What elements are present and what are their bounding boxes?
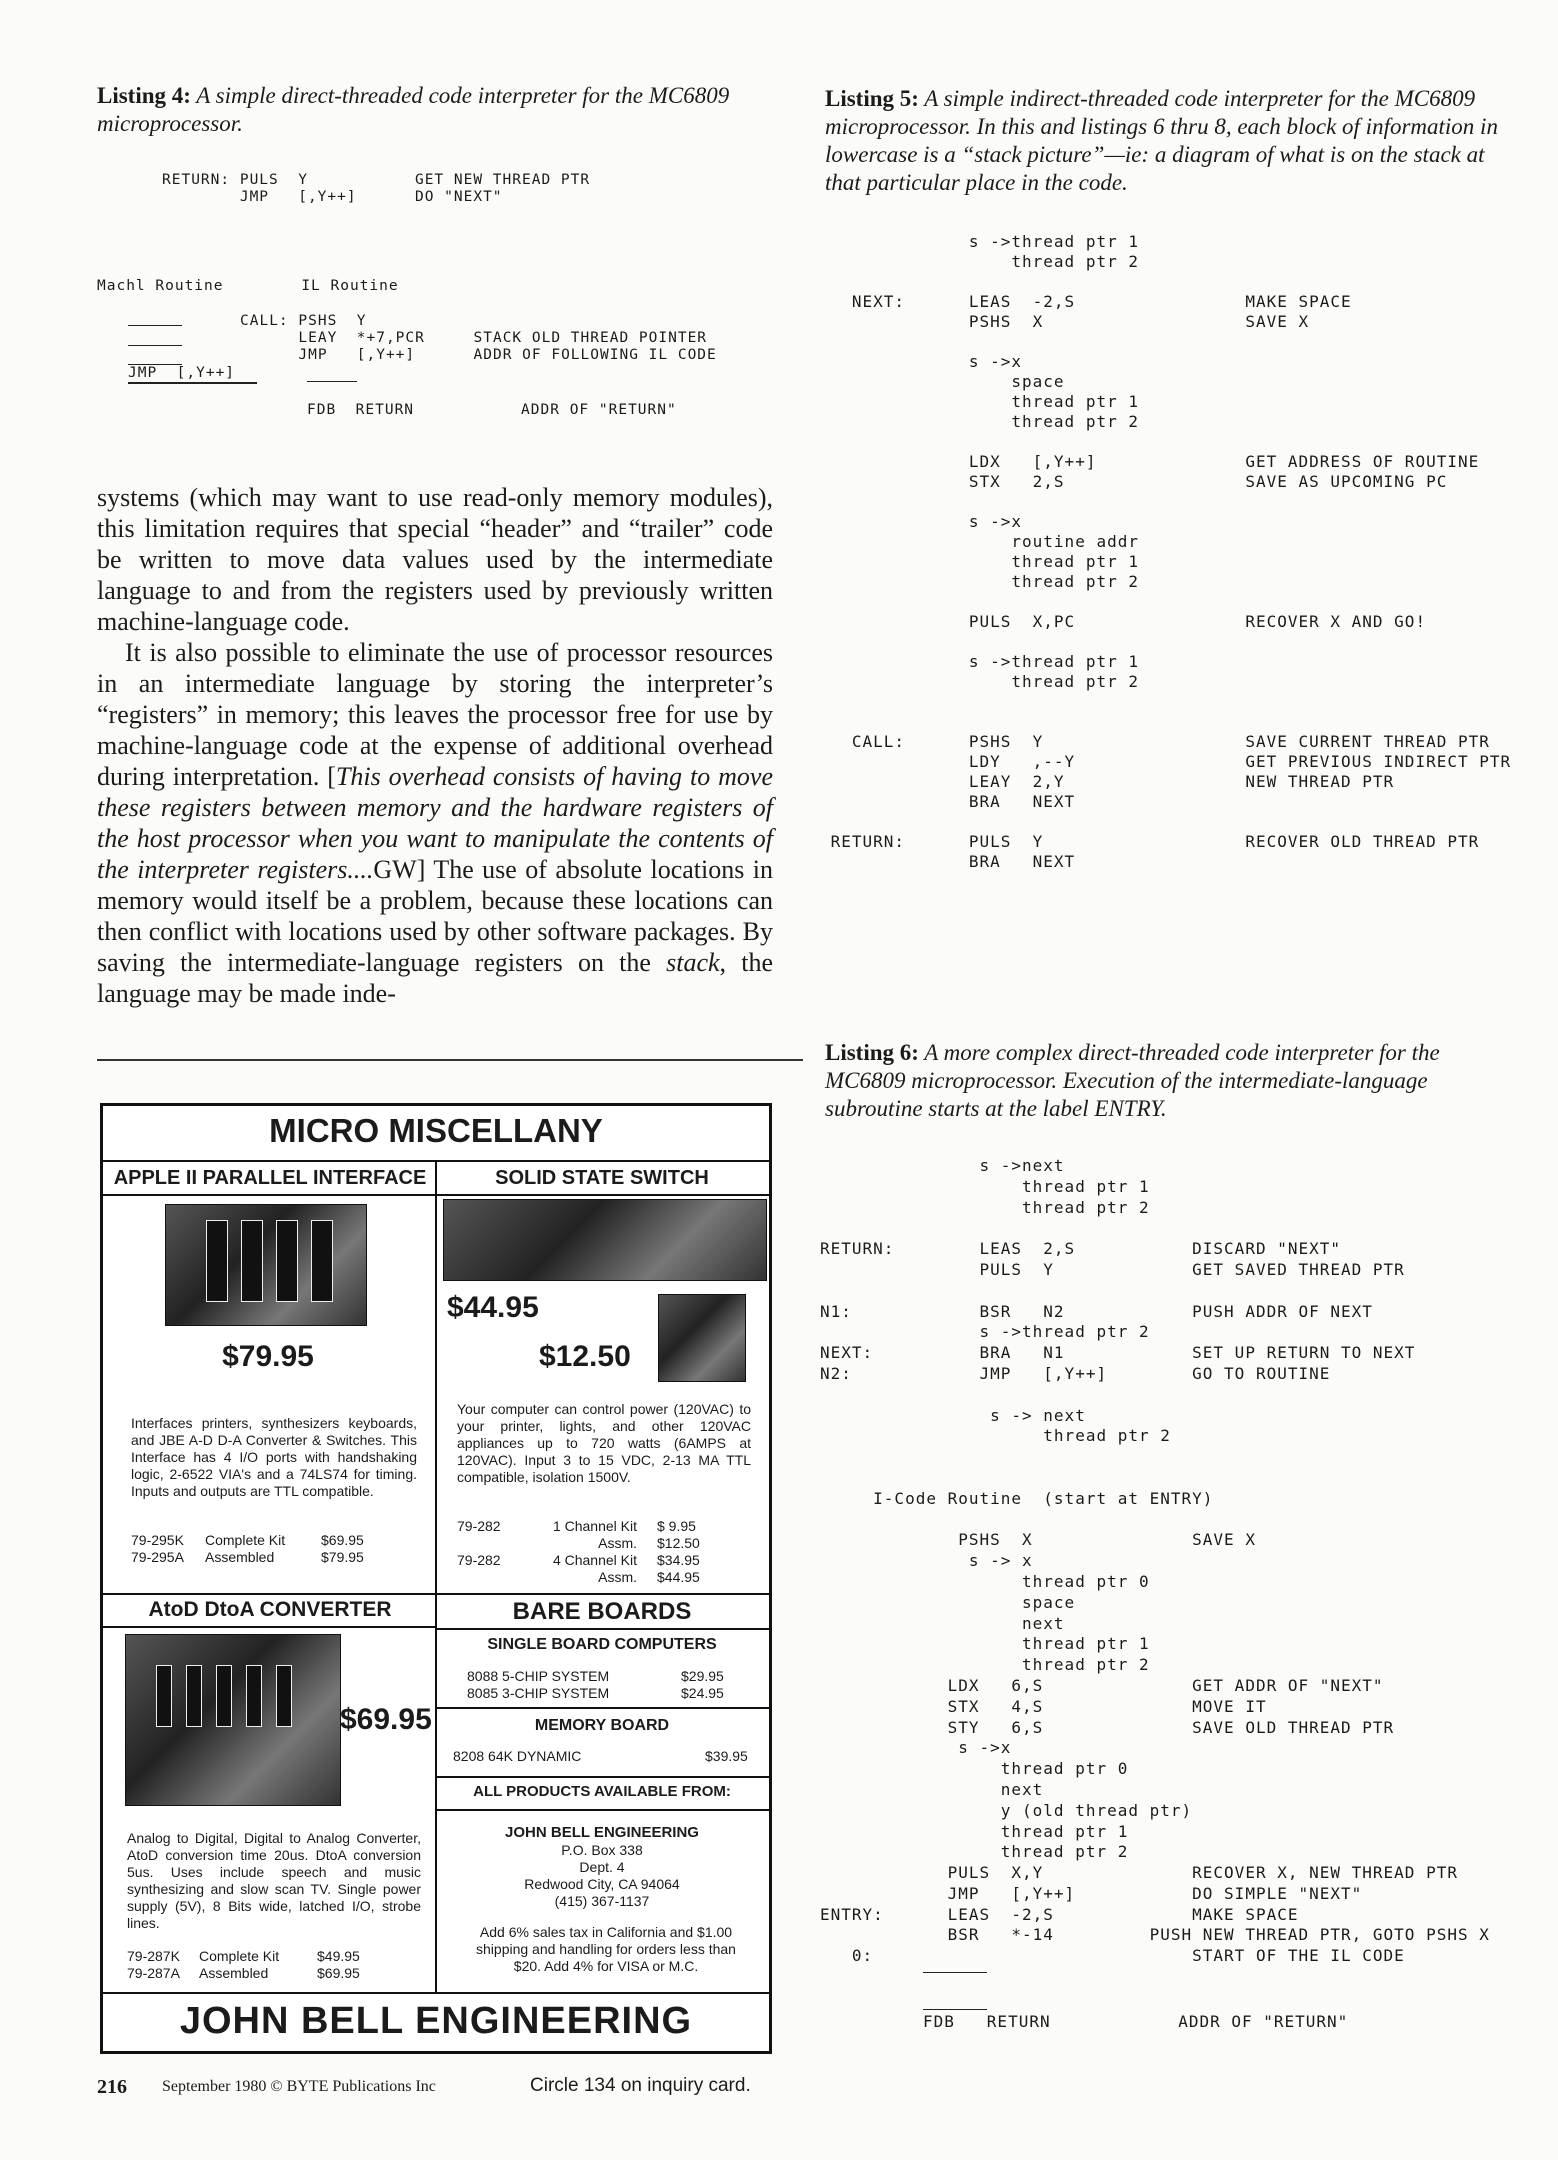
bare-heading: BARE BOARDS xyxy=(512,1598,692,1625)
listing4-blank-1 xyxy=(128,325,182,326)
body-paragraph-1: systems (which may want to use read-only memory modules), this limitation requires that special “header” and “trailer” code be written to move data values used by the intermediate language to and from the registers used by previously written machine-language code. xyxy=(97,483,773,636)
listing5-caption-text: A simple indirect-threaded code interpreter for the MC6809 microprocessor. In this and listings 6 thru 8, each block of information in lowercase is a “stack picture”—ie: a diagram of what is on the stack at that particular place in the code. xyxy=(825,86,1498,195)
listing6-code: s ->next thread ptr 1 thread ptr 2 RETURN: LEAS 2,S DISCARD "NEXT" PULS Y GET SAVED THREAD PTR N1: BSR N2 PUSH ADDR OF NEXT s ->thread ptr 2 NEXT: BRA N1 SET UP RETURN TO NEXT N2: JMP [,Y++] GO TO ROUTINE s -> next thread ptr 2 I-Code Routine (start at ENTRY) PSHS X SAVE X s -> x thread ptr 0 space next thread ptr 1 thread ptr 2 LDX 6,S GET ADDR OF "NEXT" STX 4,S MOVE IT STY 6,S SAVE OLD THREAD PTR s ->x thread ptr 0 next y (old thread ptr) thread ptr 1 thread ptr 2 PULS X,Y RECOVER X, NEW THREAD PTR JMP [,Y++] DO SIMPLE "NEXT" ENTRY: LEAS -2,S MAKE SPACE BSR *-14 PUSH NEW THREAD PTR, GOTO PSHS X 0: START OF THE IL CODE xyxy=(820,1156,1490,1966)
switch-price-1: $44.95 xyxy=(447,1291,539,1324)
body-text xyxy=(97,482,773,1009)
listing4-code-top: RETURN: PULS Y GET NEW THREAD PTR JMP [,Y++] DO "NEXT" xyxy=(162,172,591,205)
memory-item: 8208 64K DYNAMIC $39.95 xyxy=(453,1748,748,1764)
list-item: 8085 3-CHIP SYSTEM $24.95 xyxy=(467,1685,724,1701)
atod-board-photo xyxy=(125,1634,341,1806)
apple-price: $79.95 xyxy=(222,1340,314,1373)
ad-title: MICRO MISCELLANY xyxy=(269,1112,603,1149)
sbc-heading: SINGLE BOARD COMPUTERS xyxy=(487,1636,717,1653)
body-p2-part-a: It is also possible to eliminate the use of processor resources in an intermediate language by storing the interpreter’s “registers” in memory; this leaves the processor free for use by machine-language code at the expense of additional overhead during interpretation. [ xyxy=(97,638,773,791)
listing6-caption-text: A more complex direct-threaded code interpreter for the MC6809 microprocessor. Execution of the intermediate-language subroutine starts at the label ENTRY. xyxy=(825,1040,1440,1121)
apple-card-photo xyxy=(165,1204,367,1326)
ad-footer-company: JOHN BELL ENGINEERING xyxy=(179,2000,693,2042)
body-p2-italic: This overhead consists of having to move these registers between memory and the hardware registers of the host processor when you want to manipulate the contents of the interpreter registers.... xyxy=(97,762,773,884)
listing4-fdb-line: FDB RETURN ADDR OF "RETURN" xyxy=(307,402,677,418)
sbc-list xyxy=(467,1668,747,1702)
inquiry-card: Circle 134 on inquiry card. xyxy=(530,2075,751,2096)
company-name: JOHN BELL ENGINEERING xyxy=(505,1824,699,1841)
listing6-label: Listing 6: xyxy=(825,1040,919,1065)
list-item: Assm. $12.50 xyxy=(598,1535,700,1551)
advertisement xyxy=(100,1103,772,2054)
available-from: ALL PRODUCTS AVAILABLE FROM: xyxy=(473,1783,731,1800)
atod-heading: AtoD DtoA CONVERTER xyxy=(148,1598,392,1621)
list-item: 79-282 4 Channel Kit $34.95 xyxy=(457,1552,700,1568)
list-item: 79-295A Assembled $79.95 xyxy=(131,1549,364,1565)
listing6-fdb-rule xyxy=(923,2009,987,2010)
listing4-caption-text: A simple direct-threaded code interpreter for the MC6809 microprocessor. xyxy=(97,83,730,136)
switch-price-2: $12.50 xyxy=(539,1340,631,1373)
list-item: Assm. $44.95 xyxy=(598,1569,700,1585)
atod-description: Analog to Digital, Digital to Analog Converter, AtoD conversion time 20us. DtoA conversion 5us. Uses include speech and music synthesizing and slow scan TV. Single power supply (5V), 8 Bits wide, latched I/O, strobe lines. xyxy=(127,1830,421,1931)
company-address: P.O. Box 338 Dept. 4 Redwood City, CA 94064 (415) 367-1137 xyxy=(524,1842,680,1909)
apple-description: Interfaces printers, synthesizers keyboards, and JBE A-D D-A Converter & Switches. This Interface has 4 I/O ports with handshaking logic, 2-6522 VIA's and a 74LS74 for timing. Inputs and outputs are TTL compatible. xyxy=(131,1415,417,1499)
page-number: 216 xyxy=(97,2076,127,2098)
issue-line: September 1980 © BYTE Publications Inc xyxy=(162,2078,436,2095)
listing4-jmp-line: JMP [,Y++] xyxy=(128,365,257,384)
list-item: 79-287K Complete Kit $49.95 xyxy=(127,1948,360,1964)
body-p2-part-c: , the language may be made inde- xyxy=(97,948,773,1008)
ad-separator-rule xyxy=(97,1059,803,1061)
atod-price: $69.95 xyxy=(340,1703,432,1736)
listing6-fdb-line: FDB RETURN ADDR OF "RETURN" xyxy=(923,2012,1349,2031)
listing5-label: Listing 5: xyxy=(825,86,919,111)
listing5-caption xyxy=(825,85,1505,197)
body-p2-part-b: GW] The use of absolute locations in memory would itself be a problem, because these locations can then conflict with locations used by other software packages. By saving the intermediate-language registers on the xyxy=(97,855,774,977)
listing5-code: s ->thread ptr 1 thread ptr 2 NEXT: LEAS -2,S MAKE SPACE PSHS X SAVE X s ->x space thread ptr 1 thread ptr 2 LDX [,Y++] GET ADDRESS OF ROUTINE STX 2,S SAVE AS UPCOMING PC s ->x routine addr thread ptr 1 thread ptr 2 PULS X,PC RECOVER X AND GO! s ->thread ptr 1 thread ptr 2 CALL: PSHS Y SAVE CURRENT THREAD PTR LDY ,--Y GET PREVIOUS INDIRECT PTR LEAY 2,Y NEW THREAD PTR BRA NEXT RETURN: PULS Y RECOVER OLD THREAD PTR BRA NEXT xyxy=(830,232,1512,871)
switch-price-list xyxy=(457,1518,747,1586)
listing4-caption xyxy=(97,82,777,138)
list-item: 79-287A Assembled $69.95 xyxy=(127,1965,360,1981)
switch-single-photo xyxy=(658,1294,746,1382)
listing6-blank xyxy=(923,1972,987,1973)
list-item: 79-295K Complete Kit $69.95 xyxy=(131,1532,364,1548)
listing4-blank-2 xyxy=(128,345,182,346)
apple-price-list xyxy=(131,1532,411,1566)
listing4-blank-4 xyxy=(307,381,357,382)
list-item: 8088 5-CHIP SYSTEM $29.95 xyxy=(467,1668,724,1684)
memory-heading: MEMORY BOARD xyxy=(534,1717,670,1734)
listing6-caption xyxy=(825,1039,1505,1123)
switch-description: Your computer can control power (120VAC) to your printer, lights, and other 120VAC appliances up to 720 watts (6AMPS at 120VAC). Input 3 to 15 VDC, 2-13 MA TTL compatible, isolation 1500V. xyxy=(457,1401,751,1485)
listing4-label: Listing 4: xyxy=(97,83,191,108)
body-paragraph-2 xyxy=(97,637,773,1009)
body-p2-stack: stack xyxy=(666,948,720,977)
atod-price-list xyxy=(127,1948,421,1982)
listing4-column-headers: Machl Routine IL Routine xyxy=(97,278,399,294)
apple-heading: APPLE II PARALLEL INTERFACE xyxy=(113,1167,427,1189)
switch-heading: SOLID STATE SWITCH xyxy=(495,1167,709,1189)
listing4-call-block: CALL: PSHS Y LEAY *+7,PCR STACK OLD THREAD POINTER JMP [,Y++] ADDR OF FOLLOWING IL CODE xyxy=(240,313,717,363)
list-item: 79-282 1 Channel Kit $ 9.95 xyxy=(457,1518,696,1534)
tax-note: Add 6% sales tax in California and $1.00 shipping and handling for orders less than $20. Add 4% for VISA or M.C. xyxy=(476,1924,736,1974)
switch-board-photo xyxy=(443,1199,767,1281)
